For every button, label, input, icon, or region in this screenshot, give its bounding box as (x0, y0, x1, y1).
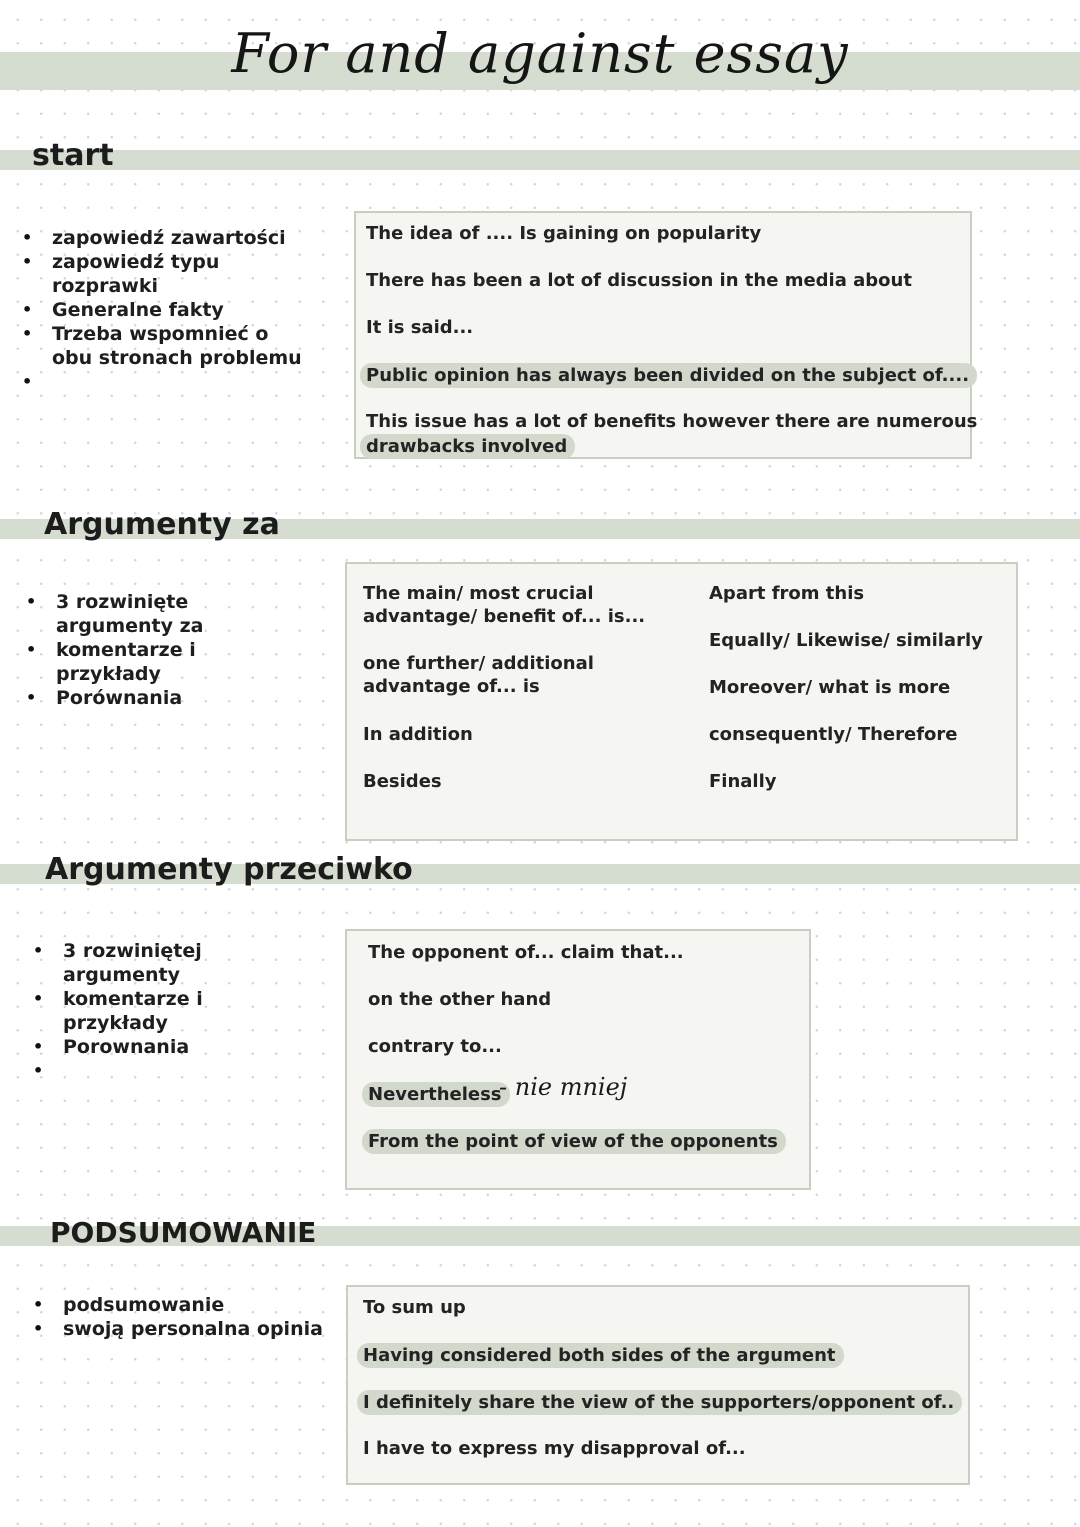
phrase: Finally (709, 771, 777, 792)
handwritten-note: - nie mniej (499, 1073, 628, 1101)
przeciwko-heading: Argumenty przeciwko (45, 852, 413, 887)
highlighted-phrase: drawbacks involved (360, 434, 575, 459)
highlighted-phrase: Public opinion has always been divided on the subject of.... (360, 363, 977, 388)
phrase: I have to express my disapproval of... (363, 1438, 746, 1459)
phrase: The idea of .... Is gaining on popularity (366, 223, 762, 244)
phrase: The opponent of... claim that... (368, 942, 684, 963)
start-bullet-list (20, 226, 312, 394)
podsumowanie-heading: PODSUMOWANIE (50, 1216, 317, 1249)
list-item: • 3 rozwiniętej argumenty (63, 939, 253, 987)
phrase: one further/ additional (363, 653, 594, 674)
phrase: advantage of... is (363, 676, 540, 697)
phrase: This issue has a lot of benefits however there are numerous (366, 411, 978, 432)
podsumowanie-bullet-list (31, 1293, 363, 1341)
phrase: There has been a lot of discussion in the media about (366, 270, 912, 291)
phrase: In addition (363, 724, 473, 745)
phrase: To sum up (363, 1297, 466, 1318)
start-heading-band (0, 150, 1080, 170)
list-item: • Porównania (56, 686, 276, 710)
phrase: Apart from this (709, 583, 865, 604)
page-title: For and against essay (231, 22, 849, 85)
phrase: Besides (363, 771, 442, 792)
start-heading: start (32, 138, 114, 173)
highlighted-phrase: Having considered both sides of the argument (357, 1343, 844, 1368)
za-heading: Argumenty za (44, 507, 280, 542)
list-item: • komentarze i przykłady (63, 987, 253, 1035)
highlighted-phrase: I definitely share the view of the supporters/opponent of.. (357, 1390, 962, 1415)
list-item: • 3 rozwinięte argumenty za (56, 590, 276, 638)
phrase: It is said... (366, 317, 474, 338)
highlighted-phrase: From the point of view of the opponents (362, 1129, 786, 1154)
phrase: advantage/ benefit of... is... (363, 606, 646, 627)
phrase: on the other hand (368, 989, 552, 1010)
phrase: consequently/ Therefore (709, 724, 958, 745)
list-item: • komentarze i przykłady (56, 638, 276, 686)
list-item: • zapowiedź typu rozprawki (52, 250, 312, 298)
list-item: • Porownania (63, 1035, 253, 1059)
list-item (52, 370, 312, 394)
phrase: contrary to... (368, 1036, 502, 1057)
list-item: • podsumowanie (63, 1293, 363, 1317)
list-item (63, 1059, 253, 1083)
przeciwko-bullet-list (31, 939, 253, 1083)
highlighted-phrase: Nevertheless (362, 1082, 510, 1107)
phrase: The main/ most crucial (363, 583, 594, 604)
list-item: • Trzeba wspomnieć o obu stronach problemu (52, 322, 312, 370)
list-item: • swoją personalna opinia (63, 1317, 363, 1341)
za-bullet-list (24, 590, 276, 710)
phrase: Moreover/ what is more (709, 677, 951, 698)
list-item: • zapowiedź zawartości (52, 226, 312, 250)
phrase: Equally/ Likewise/ similarly (709, 630, 983, 651)
list-item: • Generalne fakty (52, 298, 312, 322)
